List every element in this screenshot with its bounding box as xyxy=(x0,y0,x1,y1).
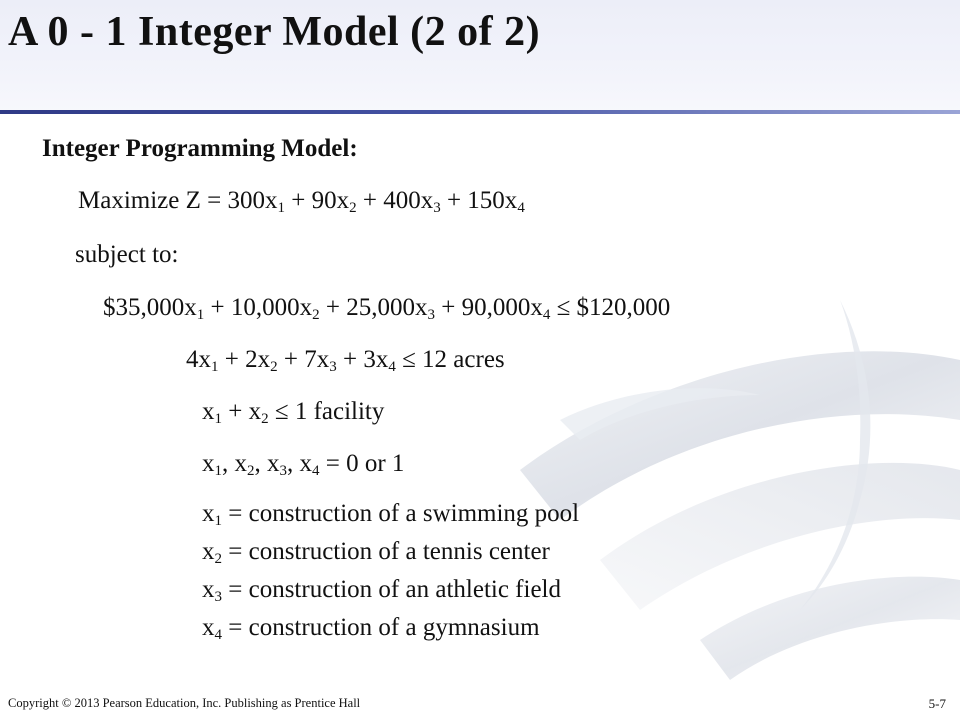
slide-title: A 0 - 1 Integer Model (2 of 2) xyxy=(8,9,541,55)
subscript: 4 xyxy=(214,627,222,643)
constraint-text: = 0 or 1 xyxy=(319,450,405,477)
subscript: 1 xyxy=(214,463,222,479)
constraint-text: + x xyxy=(222,398,262,425)
subscript: 2 xyxy=(349,200,357,216)
subscript: 2 xyxy=(270,359,278,375)
constraint-text: , x xyxy=(222,450,247,477)
variable-name: x xyxy=(202,500,215,527)
constraint-text: + 90,000x xyxy=(434,294,543,321)
definition-text: = construction of an athletic field xyxy=(222,576,561,603)
subscript: 1 xyxy=(211,359,219,375)
constraint-text: $35,000x xyxy=(103,294,197,321)
subject-to-label: subject to: xyxy=(75,241,179,268)
subscript: 2 xyxy=(214,551,222,567)
objective-text: + 90x xyxy=(284,187,350,214)
constraint-text: + 2x xyxy=(218,346,271,373)
constraint-text: + 3x xyxy=(336,346,389,373)
objective-text: + 400x xyxy=(356,187,434,214)
definition-text: = construction of a swimming pool xyxy=(222,500,580,527)
subscript: 4 xyxy=(542,307,551,323)
definition-x1 xyxy=(202,499,579,529)
facility-constraint xyxy=(202,397,384,427)
subscript: 1 xyxy=(214,513,222,529)
copyright-notice: Copyright © 2013 Pearson Education, Inc. Publishing as Prentice Hall xyxy=(8,696,361,710)
subscript: 2 xyxy=(247,463,255,479)
variable-name: x xyxy=(202,538,215,565)
slide-number: 5-7 xyxy=(928,696,946,711)
constraint-text: 4x xyxy=(186,346,211,373)
variable-name: x xyxy=(202,576,215,603)
definition-text: = construction of a tennis center xyxy=(222,538,550,565)
subscript: 1 xyxy=(277,200,285,216)
constraint-text: + 7x xyxy=(277,346,330,373)
constraint-text: ≤ 12 acres xyxy=(395,346,505,373)
objective-function xyxy=(78,186,525,216)
constraint-text: ≤ 1 facility xyxy=(268,398,385,425)
subscript: 1 xyxy=(214,411,222,427)
land-constraint xyxy=(186,345,505,375)
subscript: 2 xyxy=(261,411,269,427)
objective-text: + 150x xyxy=(440,187,518,214)
subscript: 2 xyxy=(312,307,320,323)
constraint-text: ≤ $120,000 xyxy=(550,294,671,321)
budget-constraint xyxy=(103,293,670,323)
subscript: 4 xyxy=(388,359,396,375)
definition-x2 xyxy=(202,537,550,567)
objective-text: Maximize Z = 300x xyxy=(78,187,278,214)
binary-constraint xyxy=(202,449,404,479)
variable-name: x xyxy=(202,614,215,641)
definition-text: = construction of a gymnasium xyxy=(222,614,540,641)
constraint-text: + 10,000x xyxy=(204,294,313,321)
definition-x4 xyxy=(202,613,540,643)
constraint-text: , x xyxy=(287,450,312,477)
subscript: 4 xyxy=(312,463,320,479)
subscript: 3 xyxy=(214,589,222,605)
subscript: 3 xyxy=(433,200,441,216)
constraint-text: + 25,000x xyxy=(319,294,428,321)
definition-x3 xyxy=(202,575,561,605)
subscript: 3 xyxy=(329,359,337,375)
section-heading: Integer Programming Model: xyxy=(42,135,358,162)
subscript: 3 xyxy=(279,463,287,479)
subscript: 4 xyxy=(517,200,525,216)
subscript: 3 xyxy=(427,307,435,323)
constraint-text: x xyxy=(202,398,215,425)
constraint-text: , x xyxy=(254,450,280,477)
constraint-text: x xyxy=(202,450,215,477)
subscript: 1 xyxy=(196,307,205,323)
